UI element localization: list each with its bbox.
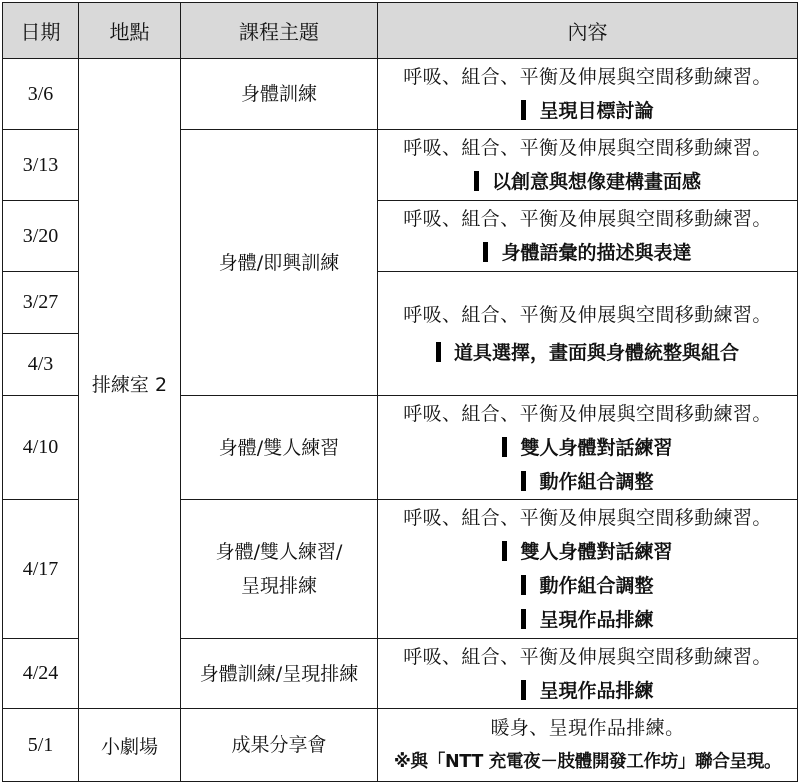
header-content: 內容 bbox=[378, 3, 798, 59]
content-cell bbox=[378, 272, 798, 396]
topic-cell: 身體訓練 bbox=[181, 59, 378, 130]
header-place: 地點 bbox=[79, 3, 181, 59]
content-line: 呼吸、組合、平衡及伸展與空間移動練習。 bbox=[403, 303, 772, 326]
topic-cell bbox=[181, 500, 378, 639]
content-cell bbox=[378, 639, 798, 709]
bullet-bar-icon bbox=[436, 342, 441, 362]
content-line: 呼吸、組合、平衡及伸展與空間移動練習。 bbox=[403, 66, 772, 88]
bullet-item: 動作組合調整 bbox=[378, 465, 797, 499]
topic-cell: 身體訓練/呈現排練 bbox=[181, 639, 378, 709]
bullet-bar-icon bbox=[502, 437, 507, 457]
header-date: 日期 bbox=[3, 3, 79, 59]
content-line: 呼吸、組合、平衡及伸展與空間移動練習。 bbox=[403, 208, 772, 230]
date-cell: 4/3 bbox=[3, 334, 79, 396]
header-row bbox=[3, 3, 798, 59]
content-cell bbox=[378, 500, 798, 639]
bullet-bar-icon bbox=[521, 680, 526, 700]
bullet-bar-icon bbox=[521, 471, 526, 491]
bullet-item: 呈現作品排練 bbox=[378, 603, 797, 637]
content-cell bbox=[378, 59, 798, 130]
date-cell: 4/10 bbox=[3, 396, 79, 500]
date-cell: 3/13 bbox=[3, 130, 79, 201]
date-cell: 3/20 bbox=[3, 201, 79, 272]
content-cell bbox=[378, 130, 798, 201]
topic-cell: 身體/雙人練習 bbox=[181, 396, 378, 500]
bullet-bar-icon bbox=[521, 575, 526, 595]
date-cell: 3/6 bbox=[3, 59, 79, 130]
content-line: 呼吸、組合、平衡及伸展與空間移動練習。 bbox=[403, 645, 772, 668]
bullet-item: 道具選擇，畫面與身體統整與組合 bbox=[378, 336, 797, 370]
course-schedule-table bbox=[2, 2, 798, 782]
bullet-item: 呈現作品排練 bbox=[378, 674, 797, 708]
bullet-bar-icon bbox=[521, 609, 526, 629]
content-line: 呼吸、組合、平衡及伸展與空間移動練習。 bbox=[403, 507, 772, 529]
bullet-bar-icon bbox=[502, 541, 507, 561]
table-row bbox=[3, 709, 798, 782]
content-line: 呼吸、組合、平衡及伸展與空間移動練習。 bbox=[403, 402, 772, 425]
content-line: 暖身、呈現作品排練。 bbox=[490, 717, 685, 739]
date-cell: 3/27 bbox=[3, 272, 79, 334]
bullet-bar-icon bbox=[474, 171, 479, 191]
topic-cell: 成果分享會 bbox=[181, 709, 378, 782]
bullet-bar-icon bbox=[483, 242, 488, 262]
bullet-item: 身體語彙的描述與表達 bbox=[378, 236, 797, 270]
header-topic: 課程主題 bbox=[181, 3, 378, 59]
date-cell: 4/24 bbox=[3, 639, 79, 709]
table-row bbox=[3, 59, 798, 130]
note-line: ※與「NTT 充電夜－肢體開發工作坊」聯合呈現。 bbox=[393, 752, 782, 772]
content-cell bbox=[378, 396, 798, 500]
date-cell: 5/1 bbox=[3, 709, 79, 782]
bullet-item: 呈現目標討論 bbox=[378, 94, 797, 128]
place-cell: 排練室 2 bbox=[79, 59, 181, 709]
content-cell bbox=[378, 201, 798, 272]
topic-cell: 身體/即興訓練 bbox=[181, 130, 378, 396]
bullet-item: 雙人身體對話練習 bbox=[378, 535, 797, 569]
bullet-item: 雙人身體對話練習 bbox=[378, 431, 797, 465]
topic-line: 呈現排練 bbox=[240, 575, 317, 597]
bullet-bar-icon bbox=[521, 100, 526, 120]
date-cell: 4/17 bbox=[3, 500, 79, 639]
content-cell bbox=[378, 709, 798, 782]
topic-line: 身體/雙人練習/ bbox=[215, 541, 343, 563]
content-line: 呼吸、組合、平衡及伸展與空間移動練習。 bbox=[403, 137, 772, 159]
place-cell: 小劇場 bbox=[79, 709, 181, 782]
bullet-item: 以創意與想像建構畫面感 bbox=[378, 165, 797, 199]
bullet-item: 動作組合調整 bbox=[378, 569, 797, 603]
